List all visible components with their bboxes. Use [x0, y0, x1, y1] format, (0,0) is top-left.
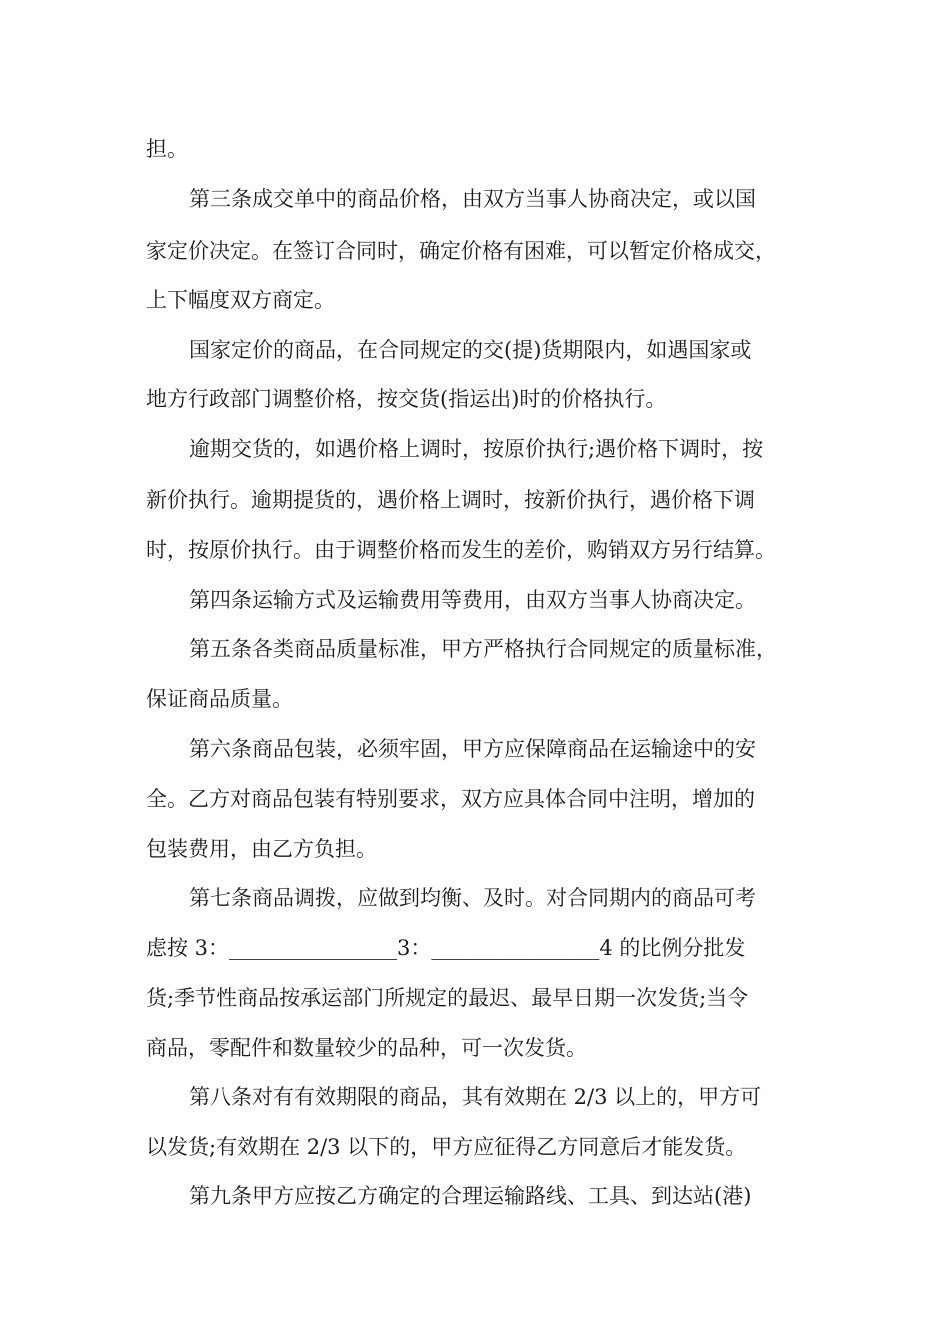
- text-line: 第三条成交单中的商品价格，由双方当事人协商决定，或以国: [189, 187, 756, 211]
- text-line: 以发货;有效期在 2/3 以下的，甲方应征得乙方同意后才能发货。: [146, 1135, 747, 1159]
- text-line: 全。乙方对商品包装有特别要求，双方应具体合同中注明，增加的: [146, 787, 755, 811]
- text-line: 时，按原价执行。由于调整价格而发生的差价，购销双方另行结算。: [146, 538, 776, 562]
- text-line: 第七条商品调拨，应做到均衡、及时。对合同期内的商品可考: [189, 886, 756, 910]
- text-line: 第四条运输方式及运输费用等费用，由双方当事人协商决定。: [189, 588, 756, 612]
- text-line: 第五条各类商品质量标准，甲方严格执行合同规定的质量标准，: [189, 637, 777, 661]
- text-line: 逾期交货的，如遇价格上调时，按原价执行;遇价格下调时，按: [189, 437, 764, 461]
- text-line: 新价执行。逾期提货的，遇价格上调时，按新价执行，遇价格下调: [146, 488, 755, 512]
- text-line: 保证商品质量。: [146, 687, 293, 711]
- text-line: 家定价决定。在签订合同时，确定价格有困难，可以暂定价格成交，: [146, 239, 776, 263]
- text-line: 第八条对有有效期限的商品，其有效期在 2/3 以上的，甲方可: [189, 1085, 762, 1109]
- text-line: 第九条甲方应按乙方确定的合理运输路线、工具、到达站(港): [189, 1184, 752, 1208]
- text-line: 包装费用，由乙方负担。: [146, 837, 377, 861]
- text-line: 货;季节性商品按承运部门所规定的最迟、最早日期一次发货;当令: [146, 986, 749, 1010]
- text-line: 国家定价的商品，在合同规定的交(提)货期限内，如遇国家或: [189, 338, 752, 362]
- text-line: 第六条商品包装，必须牢固，甲方应保障商品在运输途中的安: [189, 737, 756, 761]
- text-line: 虑按 3：________________3：________________4 的比例分批发: [146, 936, 746, 960]
- text-line: 上下幅度双方商定。: [146, 288, 335, 312]
- text-line: 担。: [146, 137, 188, 161]
- text-line: 商品，零配件和数量较少的品种，可一次发货。: [146, 1036, 587, 1060]
- text-line: 地方行政部门调整价格，按交货(指运出)时的价格执行。: [146, 387, 667, 411]
